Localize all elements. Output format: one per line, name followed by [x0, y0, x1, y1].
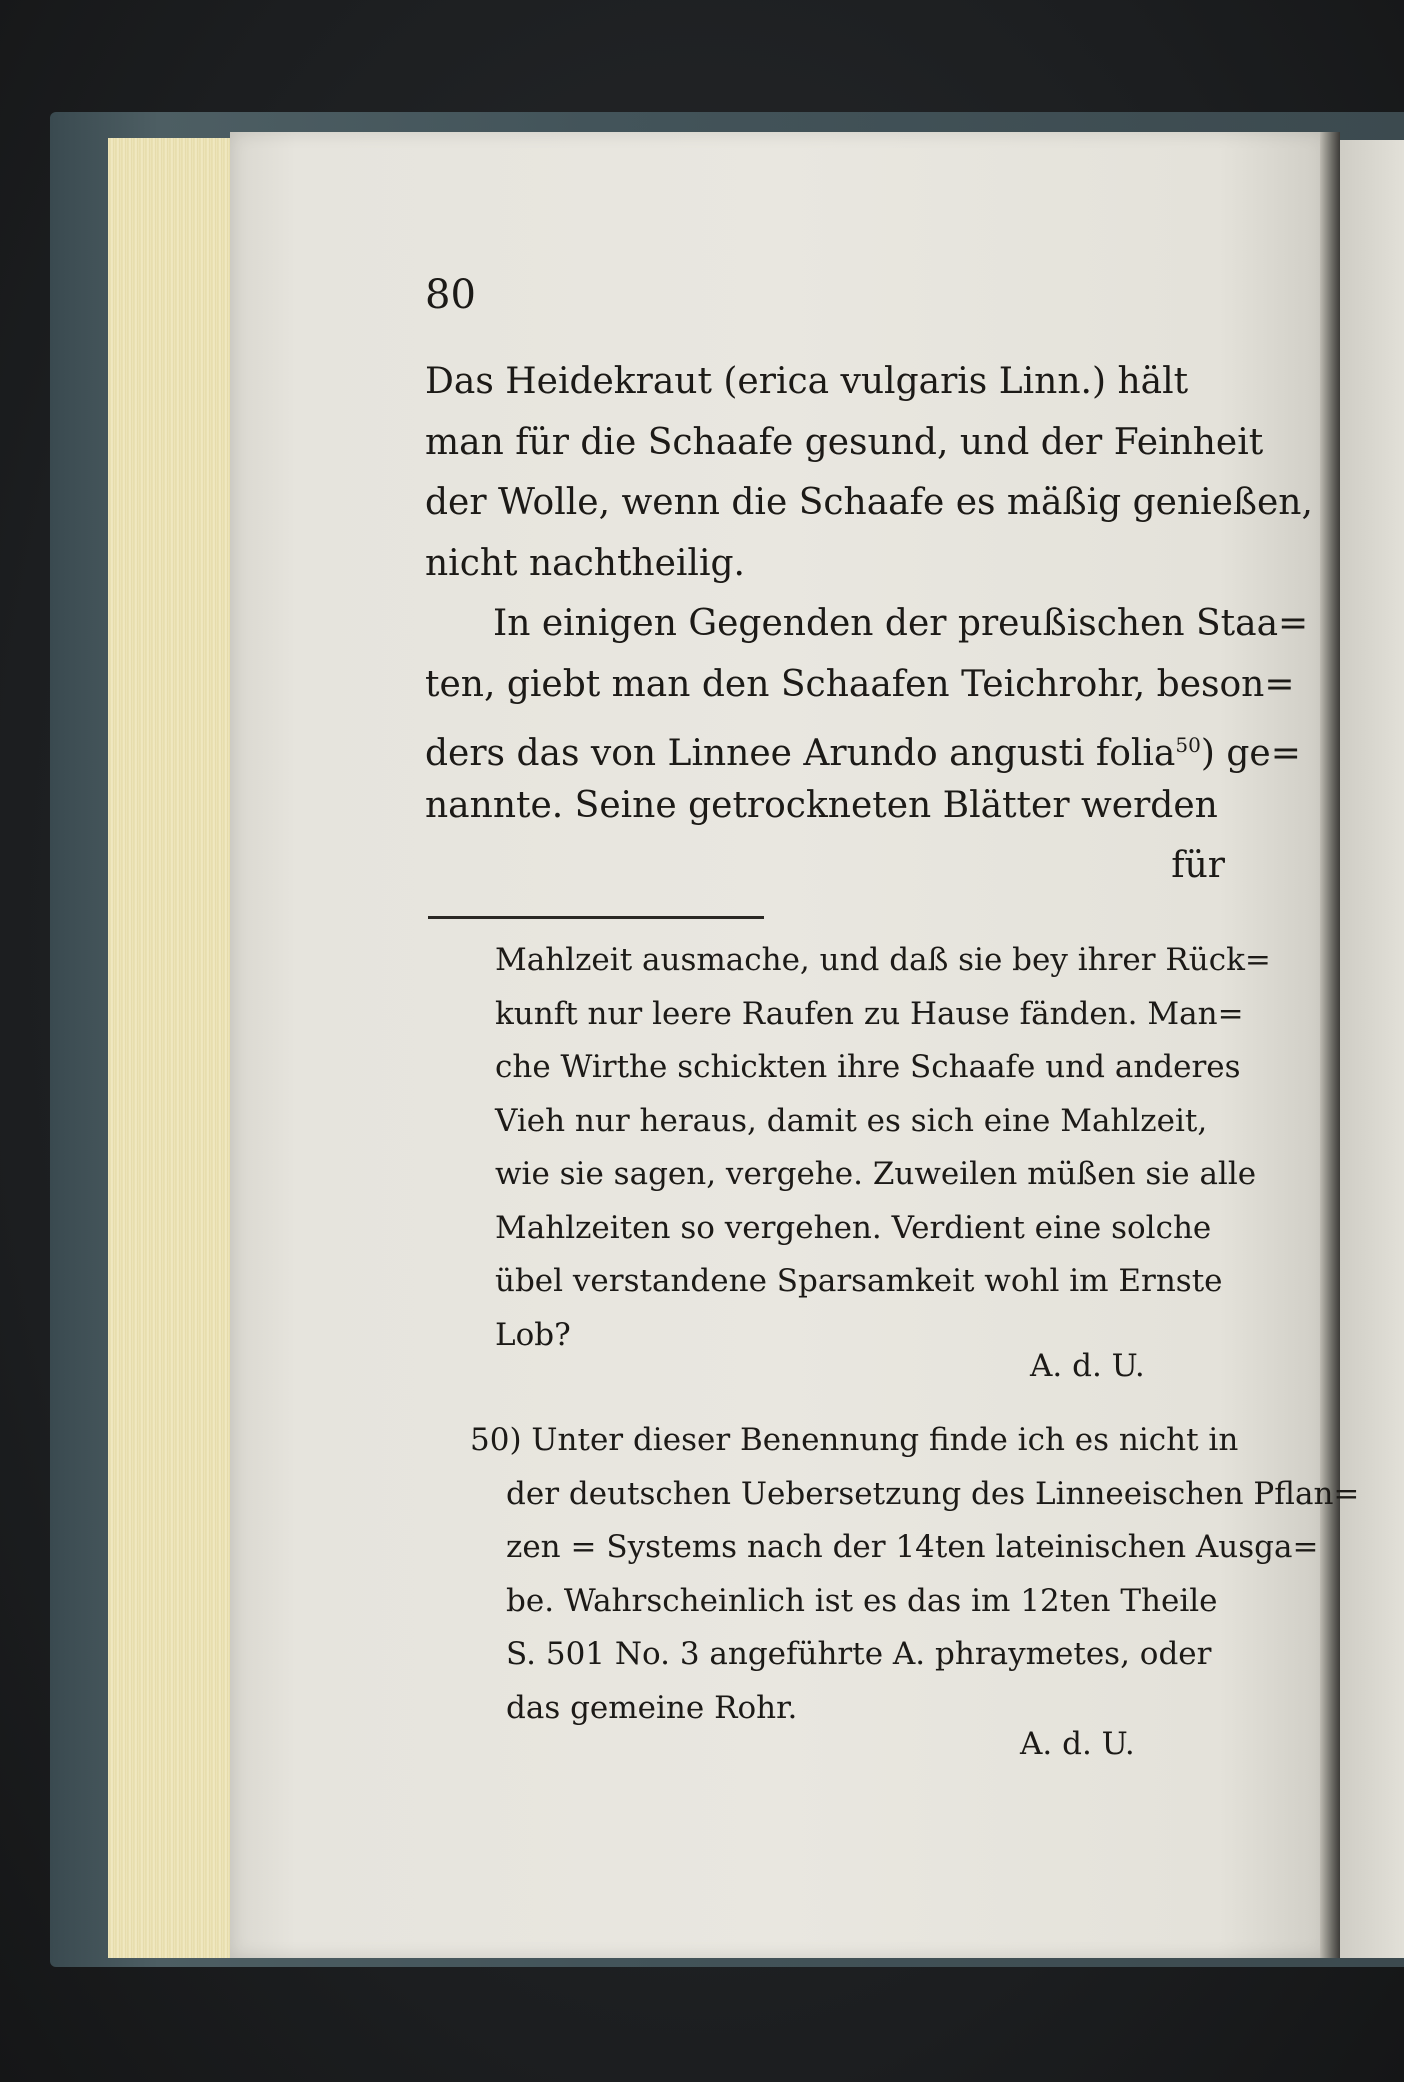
footnote-rule [428, 916, 764, 919]
page-number: 80 [425, 272, 476, 318]
main-line: Das Heidekraut (erica vulgaris Linn.) hält [425, 361, 1189, 402]
note-line: kunft nur leere Raufen zu Hause fänden. Man= [495, 995, 1244, 1032]
note-line: Vieh nur heraus, damit es sich eine Mahlzeit, [495, 1102, 1208, 1139]
note-line: Lob? [495, 1316, 571, 1353]
footnote-marker: 50 [1175, 733, 1201, 757]
note-line: wie sie sagen, vergehe. Zuweilen müßen sie alle [495, 1156, 1257, 1192]
main-line: man für die Schaafe gesund, und der Feinheit [425, 421, 1264, 463]
note-line: Mahlzeiten so vergehen. Verdient eine solche [495, 1209, 1212, 1246]
main-line-end: ) ge= [1200, 733, 1301, 774]
main-text [425, 352, 1313, 897]
main-line: ten, giebt man den Schaafen Teichrohr, beson= [425, 663, 1295, 705]
footnote-line: 50) Unter dieser Benennung finde ich es nicht in [470, 1422, 1239, 1458]
footnote-line: be. Wahrscheinlich ist es das im 12ten Theile [506, 1582, 1218, 1619]
note-continuation [495, 934, 1271, 1362]
main-line: nicht nachtheilig. [425, 542, 745, 584]
footnote-line: das gemeine Rohr. [506, 1689, 798, 1726]
footnote-line: der deutschen Uebersetzung des Linneeischen Pflan= [506, 1475, 1360, 1512]
footnote-line: S. 501 No. 3 angeführte A. phraymetes, oder [506, 1636, 1212, 1672]
note-line: che Wirthe schickten ihre Schaafe und anderes [495, 1049, 1241, 1085]
note-line: übel verstandene Sparsamkeit wohl im Ernste [495, 1263, 1223, 1299]
footnote-signature: A. d. U. [1020, 1726, 1135, 1762]
footnote-50 [470, 1414, 1359, 1735]
note-line: Mahlzeit ausmache, und daß sie bey ihrer Rück= [495, 942, 1271, 978]
footnote-line: zen = Systems nach der 14ten lateinischen Ausga= [506, 1529, 1319, 1565]
catchword: für [1171, 845, 1225, 886]
main-line: ders das von Linnee Arundo angusti folia [425, 733, 1176, 774]
main-line: In einigen Gegenden der preußischen Staa= [493, 603, 1309, 644]
main-line: nannte. Seine getrockneten Blätter werden [425, 784, 1218, 826]
note-signature: A. d. U. [1030, 1348, 1145, 1384]
main-line-with-footnote [425, 715, 1313, 776]
page-edges [108, 138, 236, 1958]
main-line: der Wolle, wenn die Schaafe es mäßig genießen, [425, 482, 1313, 523]
